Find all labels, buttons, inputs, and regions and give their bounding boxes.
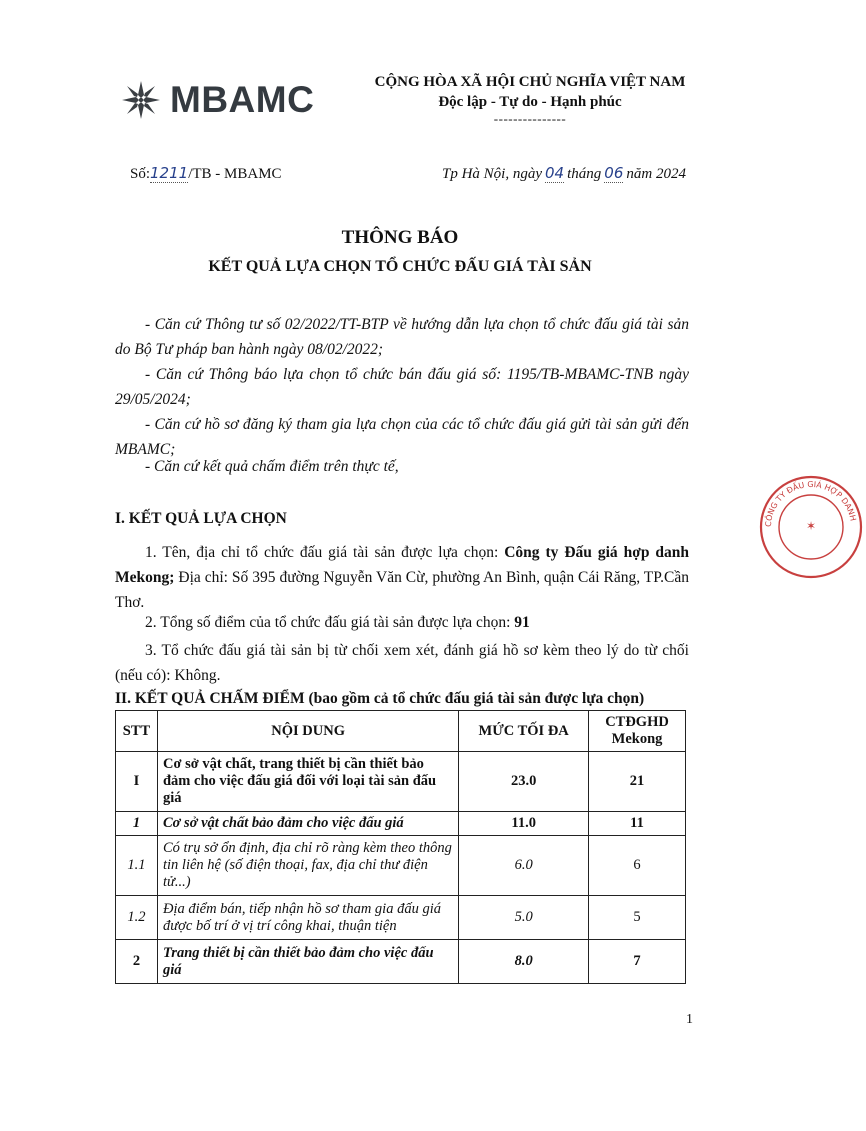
document-number: [130, 164, 282, 183]
date-day: 04: [545, 164, 565, 182]
row-stt: I: [116, 752, 158, 812]
section-1-heading: I. KẾT QUẢ LỰA CHỌN: [115, 510, 287, 527]
table-row: [116, 752, 686, 812]
date-part2: tháng: [567, 166, 602, 182]
row-max: 6.0: [459, 836, 589, 896]
row-max: 23.0: [459, 752, 589, 812]
row-max: 8.0: [459, 940, 589, 984]
table-row: [116, 812, 686, 836]
header-score: CTĐGHD Mekong: [589, 711, 686, 752]
basis-2: - Căn cứ Thông báo lựa chọn tổ chức bán đấu giá số: 1195/TB-MBAMC-TNB ngày 29/05/2024;: [115, 366, 689, 408]
doc-number-suffix: /TB - MBAMC: [188, 166, 282, 182]
doc-number-handwritten: 1211: [150, 164, 189, 182]
stamp-text: CÔNG TY ĐẤU GIÁ HỢP DANH: [763, 479, 858, 528]
row-stt: 2: [116, 940, 158, 984]
date-part1: Tp Hà Nội, ngày: [442, 166, 543, 182]
row-score: 21: [589, 752, 686, 812]
basis-4: - Căn cứ kết quả chấm điểm trên thực tế,: [145, 458, 399, 475]
document-title: THÔNG BÁO: [341, 227, 459, 248]
doc-number-prefix: Số:: [130, 166, 151, 182]
date-part3: năm 2024: [626, 166, 686, 182]
company-stamp-icon: [756, 472, 866, 582]
row-content: Cơ sở vật chất, trang thiết bị cần thiết bảo đảm cho việc đấu giá đối với loại tài sản đấu giá: [157, 752, 458, 812]
row-score: 6: [589, 836, 686, 896]
page-number: 1: [686, 1012, 693, 1027]
row-score: 11: [589, 812, 686, 836]
basis-1: - Căn cứ Thông tư số 02/2022/TT-BTP về hướng dẫn lựa chọn tổ chức đấu giá tài sản do Bộ Tư pháp ban hành ngày 08/02/2022;: [115, 316, 689, 358]
row-stt: 1.1: [116, 836, 158, 896]
logo-star-icon: [118, 77, 164, 123]
basis-3: - Căn cứ hồ sơ đăng ký tham gia lựa chọn của các tổ chức đấu giá gửi tài sản gửi đến MBAMC;: [115, 416, 689, 458]
national-header: [350, 74, 710, 127]
row-content: Trang thiết bị cần thiết bảo đảm cho việc đấu giá: [157, 940, 458, 984]
document-subtitle: KẾT QUẢ LỰA CHỌN TỔ CHỨC ĐẤU GIÁ TÀI SẢN: [208, 258, 592, 275]
row-content: Cơ sở vật chất bảo đảm cho việc đấu giá: [157, 812, 458, 836]
table-header-row: [116, 711, 686, 752]
header-content: NỘI DUNG: [157, 711, 458, 752]
row-stt: 1.2: [116, 896, 158, 940]
date-line: [442, 164, 686, 183]
item1-address: Địa chỉ: Số 395 đường Nguyễn Văn Cừ, phường An Bình, quận Cái Răng, TP.Cần Thơ.: [115, 569, 689, 611]
score-table: [115, 710, 686, 984]
row-content: Địa điểm bán, tiếp nhận hồ sơ tham gia đấu giá được bố trí ở vị trí công khai, thuận tiện: [157, 896, 458, 940]
total-score-line: [115, 610, 689, 635]
rejected-organizations: 3. Tổ chức đấu giá tài sản bị từ chối xem xét, đánh giá hồ sơ kèm theo lý do từ chối (nếu có): Không.: [115, 642, 689, 684]
item2-prefix: 2. Tổng số điểm của tổ chức đấu giá tài sản được lựa chọn:: [145, 614, 515, 631]
logo-text: MBAMC: [170, 79, 315, 120]
row-max: 5.0: [459, 896, 589, 940]
header-max: MỨC TỐI ĐA: [459, 711, 589, 752]
motto-underline: ---------------: [493, 111, 567, 126]
company-logo: [118, 74, 328, 126]
row-max: 11.0: [459, 812, 589, 836]
section-2-heading: II. KẾT QUẢ CHẤM ĐIỂM (bao gồm cả tổ chức đấu giá tài sản được lựa chọn): [115, 690, 645, 707]
svg-text:✶: ✶: [805, 519, 817, 533]
row-score: 7: [589, 940, 686, 984]
table-row: [116, 940, 686, 984]
item2-value: 91: [514, 614, 530, 631]
date-month: 06: [604, 164, 624, 182]
selected-organization: [115, 540, 689, 615]
header-stt: STT: [116, 711, 158, 752]
item1-prefix: 1. Tên, địa chỉ tổ chức đấu giá tài sản được lựa chọn:: [145, 544, 505, 561]
nation-name: CỘNG HÒA XÃ HỘI CHỦ NGHĨA VIỆT NAM: [374, 74, 686, 90]
table-row: [116, 896, 686, 940]
nation-motto: Độc lập - Tự do - Hạnh phúc: [438, 94, 622, 110]
table-row: [116, 836, 686, 896]
row-score: 5: [589, 896, 686, 940]
item1-org-name: Công ty Đấu giá hợp danh Mekong;: [115, 544, 689, 586]
row-stt: 1: [116, 812, 158, 836]
row-content: Có trụ sở ổn định, địa chỉ rõ ràng kèm theo thông tin liên hệ (số điện thoại, fax, địa chỉ thư điện tử...): [157, 836, 458, 896]
